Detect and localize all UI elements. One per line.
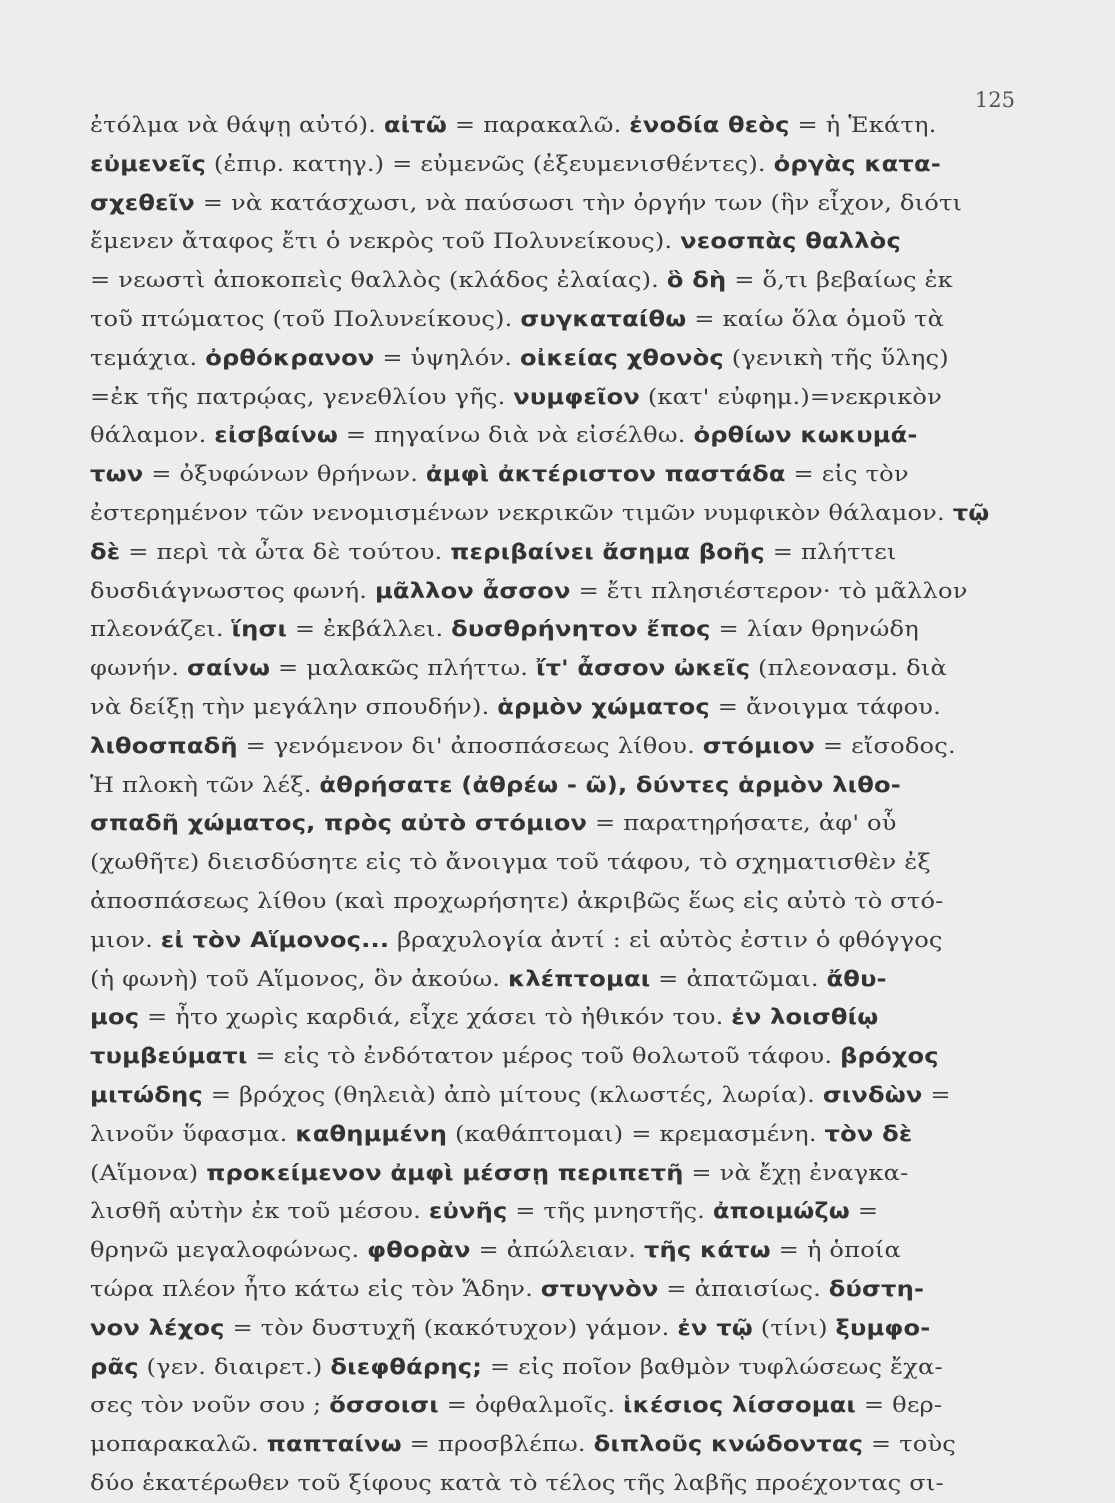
headword: δυσθρήνητον ἔπος [451,617,711,642]
definition-text: = ἀπαισίως. [658,1276,829,1301]
headword: μιτώδης [90,1082,203,1107]
text-line-content [90,921,943,960]
definition-text: = ἡ Ἑκάτη. [789,113,937,137]
text-line [90,1386,1025,1425]
text-line-content [90,882,944,921]
text-line-content [90,184,962,223]
headword: ξυμφο- [835,1315,931,1340]
text-line-content [90,416,918,455]
headword: στόμιον [702,733,816,758]
text-line-content [90,688,941,727]
definition-text: (ἐπιρ. κατηγ.) = εὐμενῶς (ἐξευμενισθέντες). [205,151,774,176]
headword: δὲ [90,539,121,564]
headword: οἰκείας χθονὸς [519,345,724,370]
definition-text: = μαλακῶς πλήττω. [270,656,537,681]
definition-text: πλεονάζει. [90,617,232,642]
text-line [90,804,1025,843]
definition-text: = [849,1199,879,1224]
definition-text: = περὶ τὰ ὦτα δὲ τούτου. [120,539,451,564]
text-line-content [90,1037,939,1076]
definition-text: = νὰ ἔχῃ ἐναγκα- [683,1160,909,1185]
text-line [90,222,1025,261]
definition-text: = νεωστὶ ἀποκοπεὶς θαλλὸς (κλάδος ἐλαίας). [90,268,667,293]
text-line [90,1037,1025,1076]
definition-text: = ἦτο χωρὶς καρδιά, εἶχε χάσει τὸ ἠθικόν του. [139,1005,732,1030]
definition-text: (τίνι) [752,1315,836,1340]
headword: εἰ τὸν Αἵμονος... [160,927,390,952]
text-line-content [90,804,897,843]
definition-text: = ὀφθαλμοῖς. [438,1393,624,1418]
text-line-content [90,1386,942,1425]
headword: νεοσπὰς θαλλὸς [680,229,901,254]
text-line-content [90,1464,944,1503]
headword: εὐνῆς [428,1199,508,1224]
definition-text: = εἴσοδος. [815,733,956,758]
page-number: 125 [974,88,1015,112]
definition-text: μοπαρακαλῶ. [90,1432,267,1457]
text-line [90,572,1025,611]
headword: ὀργὰς κατα- [773,151,941,176]
headword: καθημμένη [295,1121,448,1146]
definition-text: = βρόχος (θηλειὰ) ἀπὸ μίτους (κλωστές, λωρία). [202,1082,823,1107]
definition-text: = τὸν δυστυχῆ (κακότυχον) γάμον. [224,1315,678,1340]
definition-text: = τοὺς [863,1432,957,1457]
text-line [90,843,1025,882]
headword: εἰσβαίνω [214,423,339,448]
headword: δύστη- [828,1276,925,1301]
headword: ὄσσοισι [329,1393,439,1418]
headword: εὐμενεῖς [90,151,206,176]
text-line-content [90,1192,878,1231]
definition-text: μιον. [90,927,161,952]
text-line-content [90,145,941,184]
definition-text: = εἰς τὸν [785,462,909,487]
text-line-content [90,1231,901,1270]
headword: νυμφεῖον [513,384,640,409]
definition-text: = προσβλέπω. [401,1432,594,1457]
headword: μᾶλλον ἆσσον [374,578,571,603]
definition-text: τοῦ πτώματος (τοῦ Πολυνείκους). [90,306,521,331]
definition-text: δύο ἑκατέρωθεν τοῦ ξίφους κατὰ τὸ τέλος τῆς λαβῆς προέχοντας σι- [90,1470,944,1495]
text-line [90,998,1025,1037]
text-line-content [90,1115,912,1154]
definition-text: = λίαν θρηνώδη [710,617,919,642]
headword: ἴτ' ἆσσον ὠκεῖς [536,656,751,681]
definition-text: (κατ' εὐφημ.)=νεκρικὸν [639,384,942,409]
definition-text: = παρατηρήσατε, ἀφ' οὗ [587,811,897,836]
headword: νον λέχος [90,1315,225,1340]
text-line-content [90,727,956,766]
definition-text: (Αἵμονα) [90,1160,207,1185]
headword: βρόχος [840,1044,939,1069]
text-line-content [90,378,942,417]
definition-text: =ἐκ τῆς πατρῴας, γενεθλίου γῆς. [90,384,514,409]
definition-text: ἐστερημένον τῶν νενομισμένων νεκρικῶν τιμῶν νυμφικὸν θάλαμον. [90,500,953,525]
text-line-content [90,222,901,261]
definition-text: = ἀπώλειαν. [470,1238,644,1263]
headword: ὀρθίων κωκυμά- [693,423,918,448]
headword: τῷ [952,500,990,525]
definition-text: = νὰ κατάσχωσι, νὰ παύσωσι τὴν ὀργήν των (ἣν εἶχον, διότι [194,190,963,215]
text-line-content [90,1076,951,1115]
text-line [90,494,1025,533]
headword: προκείμενον ἀμφὶ μέσσῃ περιπετῆ [206,1160,684,1185]
headword: ἀμφὶ ἀκτέριστον παστάδα [425,462,786,487]
text-line [90,1076,1025,1115]
definition-text: = θερ- [856,1393,943,1418]
definition-text: (καθάπτομαι) = κρεμασμένη. [447,1121,825,1146]
headword: παπταίνω [266,1432,402,1457]
headword: ἵησι [231,617,288,642]
headword: τυμβεύματι [90,1044,248,1069]
glossary-text [90,106,1025,1503]
text-line [90,261,1025,300]
definition-text: (πλεονασμ. διὰ [750,656,947,681]
headword: διπλοῦς κνώδοντας [593,1432,864,1457]
text-line-content [90,494,989,533]
definition-text: νὰ δείξῃ τὴν μεγάλην σπουδήν). [90,694,498,719]
headword: ἀθρήσατε (ἀθρέω - ῶ), δύντες ἁρμὸν λιθο- [319,772,901,797]
definition-text: = ὑψηλόν. [374,345,520,370]
headword: φθορὰν [367,1238,471,1263]
text-line [90,766,1025,805]
definition-text: λινοῦν ὕφασμα. [90,1121,296,1146]
text-line [90,145,1025,184]
headword: σχεθεῖν [90,190,195,215]
headword: στυγνὸν [540,1276,659,1301]
definition-text: δυσδιάγνωστος φωνή. [90,578,375,603]
definition-text: ἀποσπάσεως λίθου (καὶ προχωρήσητε) ἀκριβῶς ἕως εἰς αὐτὸ τὸ στό- [90,888,944,913]
definition-text: = καίω ὅλα ὁμοῦ τὰ [686,306,945,331]
text-line-content [90,1270,924,1309]
definition-text: = τῆς μνηστῆς. [507,1199,713,1224]
headword: τῆς κάτω [643,1238,771,1263]
definition-text: λισθῆ αὐτὴν ἐκ τοῦ μέσου. [90,1199,429,1224]
text-line [90,1464,1025,1503]
definition-text: (γεν. διαιρετ.) [138,1354,331,1379]
definition-text: = εἰς ποῖον βαθμὸν τυφλώσεως ἔχα- [482,1354,943,1379]
definition-text: βραχυλογία ἀντί : εἰ αὐτὸς ἐστιν ὁ φθόγγος [389,927,943,952]
headword: σαίνω [186,656,271,681]
text-line-content [90,455,909,494]
text-line-content [90,572,968,611]
text-line-content [90,533,897,572]
definition-text: (γενικὴ τῆς ὕλης) [723,345,949,370]
text-line-content [90,960,887,999]
definition-text: (ἡ φωνὴ) τοῦ Αἵμονος, ὃν ἀκούω. [90,966,509,991]
definition-text: = πηγαίνω διὰ νὰ εἰσέλθω. [338,423,694,448]
definition-text: = ἄνοιγμα τάφου. [709,694,941,719]
text-line-content [90,843,931,882]
headword: ὃ δὴ [666,268,727,293]
headword: περιβαίνει ἄσημα βοῆς [450,539,765,564]
text-line-content [90,106,936,145]
headword: σινδὼν [822,1082,923,1107]
definition-text: ἔμενεν ἄταφος ἔτι ὁ νεκρὸς τοῦ Πολυνείκους). [90,229,681,254]
text-line [90,533,1025,572]
definition-text: = ἀπατῶμαι. [650,966,827,991]
definition-text: τώρα πλέον ἦτο κάτω εἰς τὸν Ἅδην. [90,1276,541,1301]
headword: ἐνοδία θεὸς [629,113,790,137]
headword: ἱκέσιος λίσσομαι [623,1393,857,1418]
text-line [90,1115,1025,1154]
text-line-content [90,1348,943,1387]
headword: λιθοσπαδῆ [90,733,238,758]
text-line [90,1425,1025,1464]
headword: κλέπτομαι [508,966,651,991]
definition-text: = εἰς τὸ ἐνδότατον μέρος τοῦ θολωτοῦ τάφου. [247,1044,841,1069]
definition-text: = ἡ ὁποία [770,1238,902,1263]
definition-text: = παρακαλῶ. [447,113,630,137]
text-line-content [90,339,949,378]
headword: ἄθυ- [826,966,887,991]
text-line [90,455,1025,494]
text-line [90,1348,1025,1387]
headword: τὸν δὲ [824,1121,913,1146]
text-line-content [90,610,919,649]
text-line [90,339,1025,378]
definition-text: = ἔτι πλησιέστερον· τὸ μᾶλλον [570,578,968,603]
headword: ἐν λοισθίῳ [731,1005,879,1030]
text-line [90,882,1025,921]
definition-text: σες τὸν νοῦν σου ; [90,1393,330,1418]
definition-text: = ἐκβάλλει. [287,617,452,642]
headword: ὀρθόκρανον [205,345,375,370]
headword: διεφθάρης; [330,1354,483,1379]
headword: σπαδῆ χώματος, πρὸς αὐτὸ στόμιον [90,811,588,836]
text-line-content [90,766,901,805]
headword: ρᾶς [90,1354,139,1379]
definition-text: θρηνῶ μεγαλοφώνως. [90,1238,368,1263]
text-line [90,1192,1025,1231]
definition-text: = ὅ,τι βεβαίως ἐκ [726,268,953,293]
text-line [90,1231,1025,1270]
headword: μος [90,1005,140,1030]
definition-text: Ἡ πλοκὴ τῶν λέξ. [90,772,320,797]
text-line-content [90,261,953,300]
definition-text: ἐτόλμα νὰ θάψῃ αὐτό). [90,113,384,137]
text-line-content [90,1309,930,1348]
text-line [90,921,1025,960]
text-line [90,1154,1025,1193]
text-line-content [90,998,878,1037]
definition-text: = [922,1082,951,1107]
text-line-content [90,300,944,339]
definition-text: = ὀξυφώνων θρήνων. [143,462,426,487]
text-line [90,1270,1025,1309]
definition-text: τεμάχια. [90,345,206,370]
text-line [90,610,1025,649]
definition-text: = γενόμενον δι' ἀποσπάσεως λίθου. [237,733,703,758]
text-line-content [90,1154,908,1193]
headword: ἐν τῷ [677,1315,753,1340]
headword: αἰτῶ [383,113,448,137]
text-line [90,688,1025,727]
headword: συγκαταίθω [520,306,687,331]
definition-text: θάλαμον. [90,423,215,448]
headword: των [90,462,144,487]
text-line [90,184,1025,223]
definition-text: = πλήττει [764,539,897,564]
text-line-content [90,649,947,688]
definition-text: (χωθῆτε) διεισδύσητε εἰς τὸ ἄνοιγμα τοῦ τάφου, τὸ σχηματισθὲν ἐξ [90,850,931,875]
text-line [90,300,1025,339]
text-line [90,1309,1025,1348]
headword: ἁρμὸν χώματος [497,694,710,719]
headword: ἀποιμώζω [712,1199,850,1224]
text-line [90,727,1025,766]
text-line-content [90,1425,956,1464]
text-line [90,649,1025,688]
text-line [90,378,1025,417]
text-line [90,960,1025,999]
definition-text: φωνήν. [90,656,187,681]
text-line [90,106,1025,145]
text-line [90,416,1025,455]
